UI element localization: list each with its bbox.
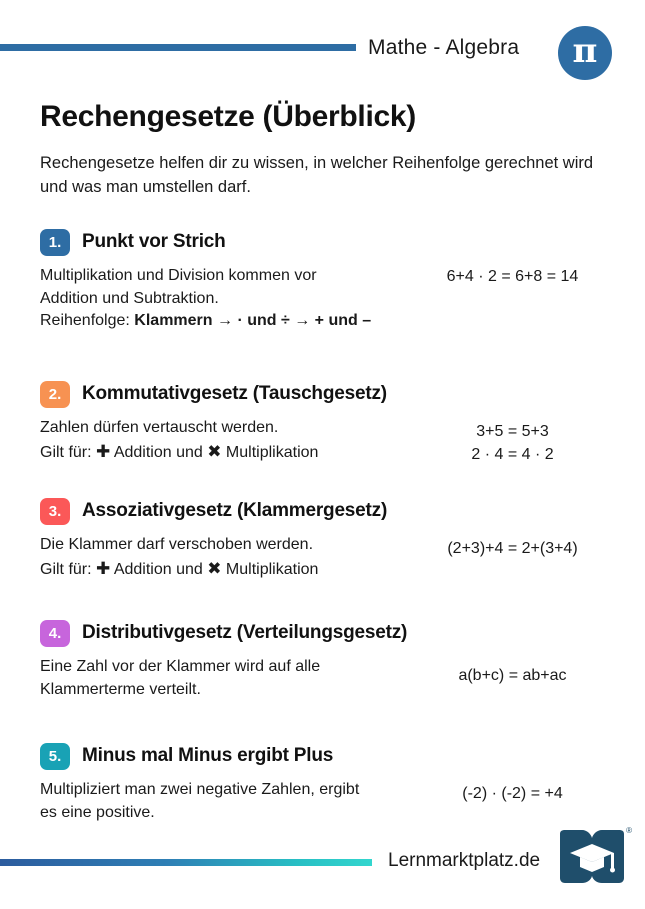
section-header <box>40 742 620 770</box>
section-header <box>40 497 620 525</box>
section-header <box>40 619 620 647</box>
section-formulas <box>405 783 620 806</box>
header-accent-rule <box>0 44 356 51</box>
section-number-badge: 3. <box>40 498 70 525</box>
page-header <box>0 0 645 92</box>
section-number-badge: 2. <box>40 381 70 408</box>
section-description <box>40 534 460 581</box>
desc-line-3-label: Reihenfolge: <box>40 312 135 330</box>
section-title: Minus mal Minus ergibt Plus <box>82 745 334 766</box>
rule-section-1 <box>40 228 620 333</box>
section-body <box>40 534 620 581</box>
desc-line-2: es eine positive. <box>40 803 155 821</box>
section-title: Kommutativgesetz (Tauschgesetz) <box>82 383 387 404</box>
desc-line-1: Die Klammer darf verschoben werden. <box>40 536 314 553</box>
rule-section-4 <box>40 619 620 701</box>
section-body <box>40 265 620 333</box>
formula: a(b+c) = ab+ac <box>458 667 567 684</box>
multiply-icon: ✖ <box>207 558 222 579</box>
desc-line-1: Multipliziert man zwei negative Zahlen, ergibt <box>40 781 360 798</box>
section-number-badge: 5. <box>40 743 70 770</box>
section-header <box>40 228 620 256</box>
desc-multiplication-text: Multiplikation <box>221 443 319 461</box>
desc-line-3-order: Klammern → · und ÷ → + und – <box>134 312 372 330</box>
multiply-icon: ✖ <box>207 441 222 462</box>
desc-line-2-label: Gilt für: <box>40 443 97 461</box>
page-footer <box>0 826 645 909</box>
desc-line-2: Klammerterme verteilt. <box>40 680 201 698</box>
rule-section-3 <box>40 497 620 581</box>
pi-glyph: π <box>572 31 598 71</box>
desc-multiplication-text: Multiplikation <box>221 560 319 578</box>
registered-mark: ® <box>626 826 632 835</box>
desc-line-1: Multiplikation und Division kommen vor <box>40 267 317 284</box>
rule-section-5 <box>40 742 620 824</box>
section-description <box>40 417 460 464</box>
formula: 2 · 4 = 4 · 2 <box>471 445 554 463</box>
desc-line-2: Addition und Subtraktion. <box>40 289 219 307</box>
formula: 6+4 · 2 = 6+8 = 14 <box>446 268 579 285</box>
footer-accent-rule <box>0 859 372 866</box>
formula: 3+5 = 5+3 <box>476 423 549 440</box>
subject-title: Mathe - Algebra <box>368 36 520 59</box>
plus-icon: ✚ <box>96 558 111 579</box>
desc-addition-text: Addition und <box>110 560 208 578</box>
intro-paragraph: Rechengesetze helfen dir zu wissen, in welcher Reihenfolge gerechnet wird und was man umstellen darf. <box>40 154 594 196</box>
desc-line-1: Zahlen dürfen vertauscht werden. <box>40 419 279 436</box>
formula: (-2) · (-2) = +4 <box>462 785 563 802</box>
section-description <box>40 265 460 333</box>
brand-name: Lernmarktplatz.de <box>388 850 541 871</box>
rule-section-2 <box>40 380 620 464</box>
page-title: Rechengesetze (Überblick) <box>40 100 416 133</box>
section-formulas <box>405 538 620 561</box>
plus-icon: ✚ <box>96 441 111 462</box>
section-number-badge: 4. <box>40 620 70 647</box>
desc-line-1: Eine Zahl vor der Klammer wird auf alle <box>40 658 321 675</box>
section-title: Assoziativgesetz (Klammergesetz) <box>82 500 388 521</box>
section-title: Punkt vor Strich <box>82 231 226 252</box>
section-formulas <box>405 665 620 688</box>
section-body <box>40 417 620 464</box>
section-formulas <box>405 266 620 289</box>
section-body <box>40 779 620 824</box>
section-formulas <box>405 421 620 466</box>
section-title: Distributivgesetz (Verteilungsgesetz) <box>82 622 408 643</box>
section-description <box>40 656 440 701</box>
section-number-badge: 1. <box>40 229 70 256</box>
section-description <box>40 779 440 824</box>
pi-icon <box>558 26 612 80</box>
section-header <box>40 380 620 408</box>
formula: (2+3)+4 = 2+(3+4) <box>447 540 578 557</box>
section-body <box>40 656 620 701</box>
desc-addition-text: Addition und <box>110 443 208 461</box>
desc-line-2-label: Gilt für: <box>40 560 97 578</box>
book-graduation-cap-logo <box>556 826 632 890</box>
